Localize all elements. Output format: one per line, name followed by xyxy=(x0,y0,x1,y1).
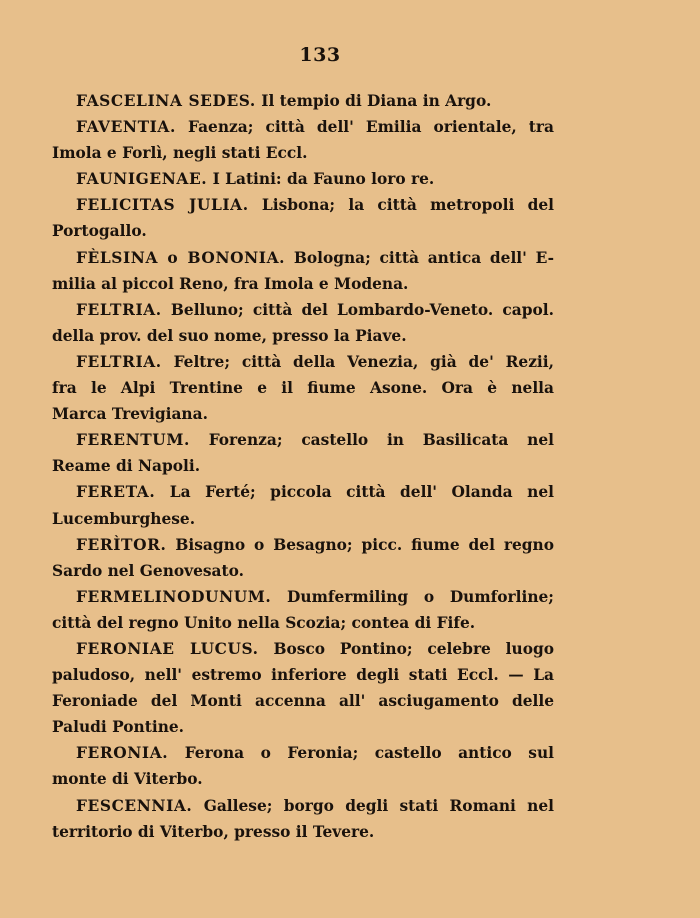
entry-line xyxy=(52,532,554,558)
entry-text: paludoso, nell' estremo inferiore degli stati Eccl. — La xyxy=(52,666,554,685)
entry-text: Lisbona; la città metropoli del xyxy=(248,196,555,215)
entry-line xyxy=(52,793,554,819)
entry-text: Lucemburghese. xyxy=(52,509,196,528)
entry-text: Feroniade del Monti accenna all' asciugamento delle xyxy=(52,692,554,711)
entry-headword: FAVENTIA. xyxy=(76,118,176,137)
entry-headword: FÈLSINA o BONONIA. xyxy=(76,248,286,267)
entry-line xyxy=(52,479,554,505)
entry-line xyxy=(52,218,554,244)
dictionary-entry xyxy=(52,166,554,192)
entry-line xyxy=(52,506,554,532)
dictionary-entry xyxy=(52,349,554,427)
entry-line xyxy=(52,114,554,140)
entry-text: Faenza; città dell' Emilia orientale, tra xyxy=(175,118,554,137)
entry-headword: FASCELINA SEDES. xyxy=(76,92,256,110)
entry-text: città del regno Unito nella Scozia; contea di Fife. xyxy=(52,613,476,632)
entry-text: della prov. del suo nome, presso la Piave. xyxy=(52,326,407,345)
entry-headword: FELTRIA. xyxy=(76,300,162,319)
entry-line xyxy=(52,140,554,166)
entry-text: Ferona o Feronia; castello antico sul xyxy=(168,744,554,763)
entry-text: Forenza; castello in Basilicata nel xyxy=(189,431,554,450)
entry-headword: FERONIAE LUCUS. xyxy=(76,639,259,658)
entry-line xyxy=(52,192,554,218)
entry-headword: FERONIA. xyxy=(76,744,169,763)
entry-text: Bisagno o Besagno; picc. fiume del regno xyxy=(166,535,554,554)
entry-line xyxy=(52,245,554,271)
dictionary-entry xyxy=(52,114,554,166)
dictionary-entry xyxy=(52,584,554,636)
entry-line xyxy=(52,584,554,610)
page-number: 133 xyxy=(299,44,341,66)
entry-line xyxy=(52,688,554,714)
entry-text: fra le Alpi Trentine e il fiume Asone. Ora è nella xyxy=(52,379,554,398)
entry-text: Marca Trevigiana. xyxy=(52,405,208,424)
entry-line xyxy=(52,740,554,766)
entry-line xyxy=(52,636,554,662)
entry-headword: FERETA. xyxy=(76,483,156,502)
dictionary-entry xyxy=(52,192,554,244)
entry-line xyxy=(52,166,554,192)
entry-text: monte di Viterbo. xyxy=(52,770,203,789)
dictionary-entry xyxy=(52,479,554,531)
dictionary-entry xyxy=(52,636,554,740)
entry-text: Dumfermiling o Dumforline; xyxy=(271,587,554,606)
entry-line xyxy=(52,427,554,453)
dictionary-entry xyxy=(52,793,554,845)
entry-line xyxy=(52,323,554,349)
entry-text: Bosco Pontino; celebre luogo xyxy=(258,639,554,658)
entry-text: Sardo nel Genovesato. xyxy=(52,561,244,580)
dictionary-entry xyxy=(52,532,554,584)
entry-line xyxy=(52,558,554,584)
entry-text: Bologna; città antica dell' E- xyxy=(285,248,555,267)
dictionary-entry xyxy=(52,427,554,479)
entry-line xyxy=(52,401,554,427)
entry-text: Belluno; città del Lombardo-Veneto. capol. xyxy=(161,300,554,319)
entry-text: Paludi Pontine. xyxy=(52,718,185,737)
entry-text: Imola e Forlì, negli stati Eccl. xyxy=(52,144,308,163)
entry-line xyxy=(52,662,554,688)
dictionary-entry xyxy=(52,297,554,349)
entry-text: Il tempio di Diana in Argo. xyxy=(255,92,492,110)
entry-headword: FAUNIGENAE. xyxy=(76,170,208,189)
entry-text: Feltre; città della Venezia, già de' Rezii, xyxy=(161,352,554,371)
entry-text: I Latini: da Fauno loro re. xyxy=(207,170,435,189)
entry-text: Gallese; borgo degli stati Romani nel xyxy=(192,796,554,815)
entry-text: Portogallo. xyxy=(52,222,147,241)
dictionary-entry xyxy=(52,88,554,114)
entry-line xyxy=(52,766,554,792)
entry-line xyxy=(52,297,554,323)
entry-headword: FERENTUM. xyxy=(76,431,190,450)
entry-headword: FELTRIA. xyxy=(76,352,162,371)
entry-text: La Ferté; piccola città dell' Olanda nel xyxy=(155,483,554,502)
entry-headword: FERÌTOR. xyxy=(76,535,167,554)
dictionary-entry xyxy=(52,740,554,792)
entry-line xyxy=(52,819,554,845)
entry-line xyxy=(52,453,554,479)
entry-line xyxy=(52,375,554,401)
entry-line xyxy=(52,349,554,375)
entry-text: territorio di Viterbo, presso il Tevere. xyxy=(52,822,375,841)
entry-headword: FERMELINODUNUM. xyxy=(76,587,272,606)
entry-line xyxy=(52,88,554,114)
entry-text: milia al piccol Reno, fra Imola e Modena. xyxy=(52,274,409,293)
entry-line xyxy=(52,610,554,636)
entry-line xyxy=(52,271,554,297)
entry-headword: FESCENNIA. xyxy=(76,796,193,815)
dictionary-entries xyxy=(52,88,554,845)
entry-headword: FELICITAS JULIA. xyxy=(76,196,249,215)
entry-line xyxy=(52,714,554,740)
entry-text: Reame di Napoli. xyxy=(52,457,201,476)
dictionary-entry xyxy=(52,245,554,297)
